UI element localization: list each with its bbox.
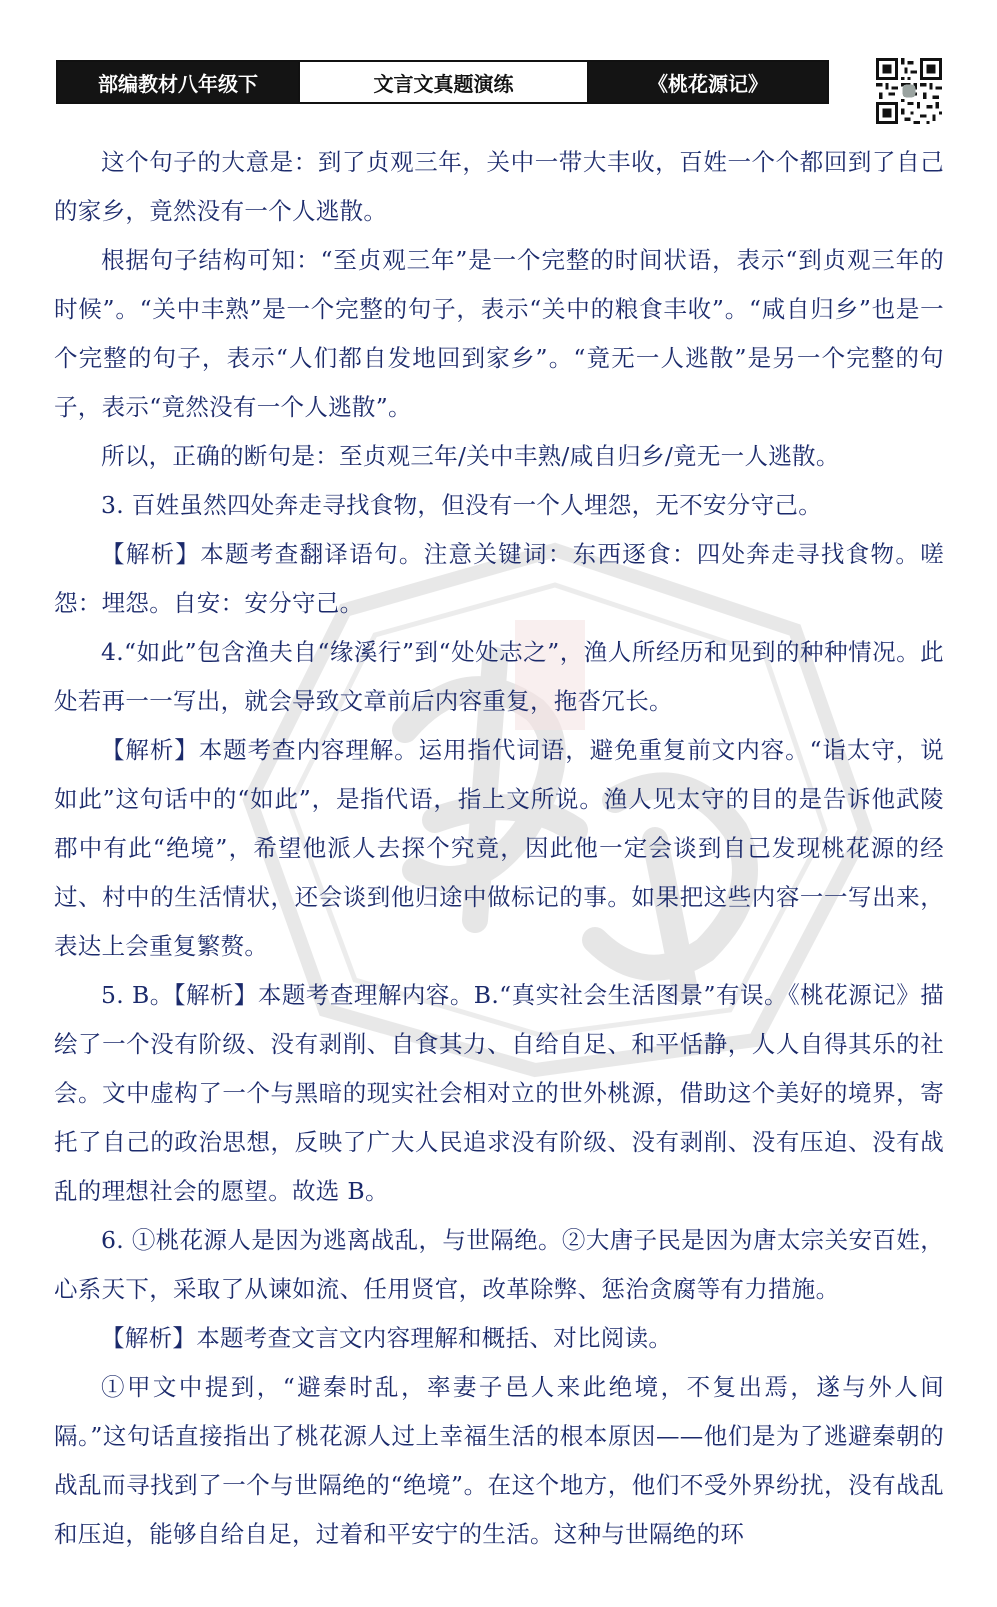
document-body: [54, 138, 944, 1559]
header-textbook-label: 部编教材八年级下: [58, 62, 298, 102]
answer-paragraph: 4.“如此”包含渔夫自“缘溪行”到“处处志之”，渔人所经历和见到的种种情况。此处若再一一写出，就会导致文章前后内容重复，拖沓冗长。: [54, 638, 944, 715]
header-exercise-label: 文言文真题演练: [298, 62, 589, 102]
answer-paragraph: 根据句子结构可知：“至贞观三年”是一个完整的时间状语，表示“到贞观三年的时候”。“关中丰熟”是一个完整的句子，表示“关中的粮食丰收”。“咸自归乡”也是一个完整的句子，表示“人们都自发地回到家乡”。“竟无一人逃散”是另一个完整的句子，表示“竟然没有一个人逃散”。: [54, 246, 944, 421]
qr-code-icon[interactable]: [876, 58, 942, 124]
answer-paragraph: 3. 百姓虽然四处奔走寻找食物，但没有一个人埋怨，无不安分守己。: [101, 491, 822, 519]
answer-paragraph: 6. ①桃花源人是因为逃离战乱，与世隔绝。②大唐子民是因为唐太宗关安百姓，心系天下，采取了从谏如流、任用贤官，改革除弊、惩治贪腐等有力措施。: [54, 1226, 944, 1303]
header-bar: [56, 60, 829, 104]
answer-paragraph: 所以，正确的断句是：至贞观三年/关中丰熟/咸自归乡/竟无一人逃散。: [101, 442, 840, 470]
answer-paragraph: 【解析】本题考查内容理解。运用指代词语，避免重复前文内容。“诣太守，说如此”这句话中的“如此”，是指代语，指上文所说。渔人见太守的目的是告诉他武陵郡中有此“绝境”，希望他派人去探个究竟，因此他一定会谈到自己发现桃花源的经过、村中的生活情状，还会谈到他归途中做标记的事。如果把这些内容一一写出来，表达上会重复繁赘。: [54, 736, 944, 960]
header-title-label: 《桃花源记》: [589, 62, 827, 102]
answer-paragraph: 5. B。【解析】本题考查理解内容。B.“真实社会生活图景”有误。《桃花源记》描绘了一个没有阶级、没有剥削、自食其力、自给自足、和平恬静，人人自得其乐的社会。文中虚构了一个与黑暗的现实社会相对立的世外桃源，借助这个美好的境界，寄托了自己的政治思想，反映了广大人民追求没有阶级、没有剥削、没有压迫、没有战乱的理想社会的愿望。故选 B。: [54, 981, 944, 1205]
answer-paragraph: ①甲文中提到，“避秦时乱，率妻子邑人来此绝境，不复出焉，遂与外人间隔。”这句话直接指出了桃花源人过上幸福生活的根本原因——他们是为了逃避秦朝的战乱而寻找到了一个与世隔绝的“绝境”。在这个地方，他们不受外界纷扰，没有战乱和压迫，能够自给自足，过着和平安宁的生活。这种与世隔绝的环: [54, 1373, 944, 1548]
answer-paragraph: 【解析】本题考查文言文内容理解和概括、对比阅读。: [101, 1324, 673, 1352]
answer-paragraph: 【解析】本题考查翻译语句。注意关键词：东西逐食：四处奔走寻找食物。嗟怨：埋怨。自安：安分守己。: [54, 540, 944, 617]
answer-paragraph: 这个句子的大意是：到了贞观三年，关中一带大丰收，百姓一个个都回到了自己的家乡，竟然没有一个人逃散。: [54, 148, 944, 225]
